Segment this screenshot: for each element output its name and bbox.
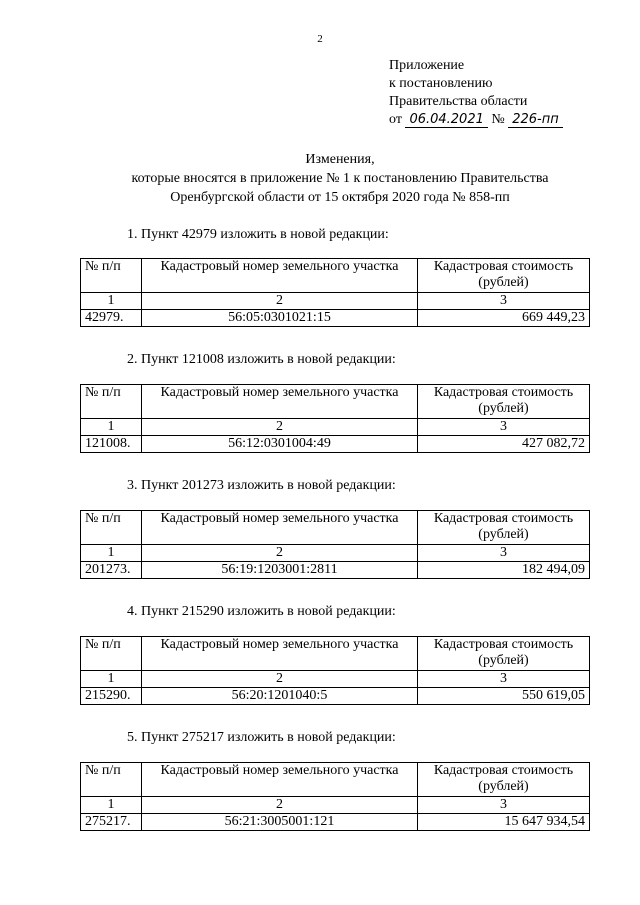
header-cadastral: Кадастровый номер земельного участка bbox=[142, 763, 418, 797]
document-title bbox=[0, 150, 640, 207]
item-heading: 2. Пункт 121008 изложить в новой редакции: bbox=[127, 352, 396, 367]
table-row bbox=[81, 310, 590, 327]
header-value: Кадастровая стоимость (рублей) bbox=[418, 511, 590, 545]
header-no: № п/п bbox=[81, 763, 142, 797]
col-number: 1 bbox=[81, 419, 142, 436]
cell-value: 669 449,23 bbox=[418, 310, 590, 327]
cell-no: 121008. bbox=[81, 436, 142, 453]
appendix-line-2: к постановлению bbox=[389, 76, 493, 91]
cell-cadastral: 56:12:0301004:49 bbox=[142, 436, 418, 453]
col-number: 1 bbox=[81, 671, 142, 688]
cadastral-table bbox=[80, 384, 590, 453]
col-number: 3 bbox=[418, 293, 590, 310]
item-heading: 5. Пункт 275217 изложить в новой редакции: bbox=[127, 730, 396, 745]
title-line-1: Изменения, bbox=[305, 152, 375, 167]
cell-no: 275217. bbox=[81, 814, 142, 831]
col-number: 3 bbox=[418, 545, 590, 562]
col-number: 3 bbox=[418, 419, 590, 436]
col-number: 3 bbox=[418, 797, 590, 814]
header-value: Кадастровая стоимость (рублей) bbox=[418, 637, 590, 671]
header-no: № п/п bbox=[81, 511, 142, 545]
header-no: № п/п bbox=[81, 637, 142, 671]
header-value: Кадастровая стоимость (рублей) bbox=[418, 763, 590, 797]
appendix-date-line bbox=[389, 111, 563, 129]
col-number: 2 bbox=[142, 545, 418, 562]
table-row bbox=[81, 562, 590, 579]
header-value: Кадастровая стоимость (рублей) bbox=[418, 385, 590, 419]
cadastral-table bbox=[80, 510, 590, 579]
col-number: 2 bbox=[142, 293, 418, 310]
page-number: 2 bbox=[317, 33, 323, 45]
header-cadastral: Кадастровый номер земельного участка bbox=[142, 259, 418, 293]
cell-value: 15 647 934,54 bbox=[418, 814, 590, 831]
col-number: 2 bbox=[142, 797, 418, 814]
title-line-3: Оренбургской области от 15 октября 2020 года № 858-пп bbox=[170, 190, 510, 205]
cell-no: 215290. bbox=[81, 688, 142, 705]
title-line-2: которые вносятся в приложение № 1 к постановлению Правительства bbox=[131, 171, 549, 186]
cell-value: 182 494,09 bbox=[418, 562, 590, 579]
item-heading: 1. Пункт 42979 изложить в новой редакции: bbox=[127, 227, 389, 242]
appendix-line-1: Приложение bbox=[389, 58, 465, 73]
header-cadastral: Кадастровый номер земельного участка bbox=[142, 637, 418, 671]
header-value: Кадастровая стоимость (рублей) bbox=[418, 259, 590, 293]
date-prefix: от bbox=[389, 112, 402, 127]
cadastral-table bbox=[80, 636, 590, 705]
header-cadastral: Кадастровый номер земельного участка bbox=[142, 385, 418, 419]
table-row bbox=[81, 814, 590, 831]
item-heading: 4. Пункт 215290 изложить в новой редакции: bbox=[127, 604, 396, 619]
cell-value: 427 082,72 bbox=[418, 436, 590, 453]
col-number: 2 bbox=[142, 419, 418, 436]
handwritten-number: 226-пп bbox=[508, 113, 563, 128]
number-sign: № bbox=[491, 112, 505, 127]
cell-no: 42979. bbox=[81, 310, 142, 327]
col-number: 2 bbox=[142, 671, 418, 688]
cadastral-table bbox=[80, 762, 590, 831]
table-row bbox=[81, 436, 590, 453]
item-heading: 3. Пункт 201273 изложить в новой редакции: bbox=[127, 478, 396, 493]
col-number: 3 bbox=[418, 671, 590, 688]
appendix-block bbox=[389, 57, 563, 129]
col-number: 1 bbox=[81, 293, 142, 310]
table-row bbox=[81, 688, 590, 705]
appendix-line-3: Правительства области bbox=[389, 94, 528, 109]
cell-value: 550 619,05 bbox=[418, 688, 590, 705]
header-no: № п/п bbox=[81, 385, 142, 419]
cadastral-table bbox=[80, 258, 590, 327]
cell-cadastral: 56:19:1203001:2811 bbox=[142, 562, 418, 579]
handwritten-date: 06.04.2021 bbox=[405, 113, 487, 128]
header-cadastral: Кадастровый номер земельного участка bbox=[142, 511, 418, 545]
cell-cadastral: 56:21:3005001:121 bbox=[142, 814, 418, 831]
header-no: № п/п bbox=[81, 259, 142, 293]
col-number: 1 bbox=[81, 797, 142, 814]
cell-cadastral: 56:20:1201040:5 bbox=[142, 688, 418, 705]
col-number: 1 bbox=[81, 545, 142, 562]
cell-cadastral: 56:05:0301021:15 bbox=[142, 310, 418, 327]
cell-no: 201273. bbox=[81, 562, 142, 579]
